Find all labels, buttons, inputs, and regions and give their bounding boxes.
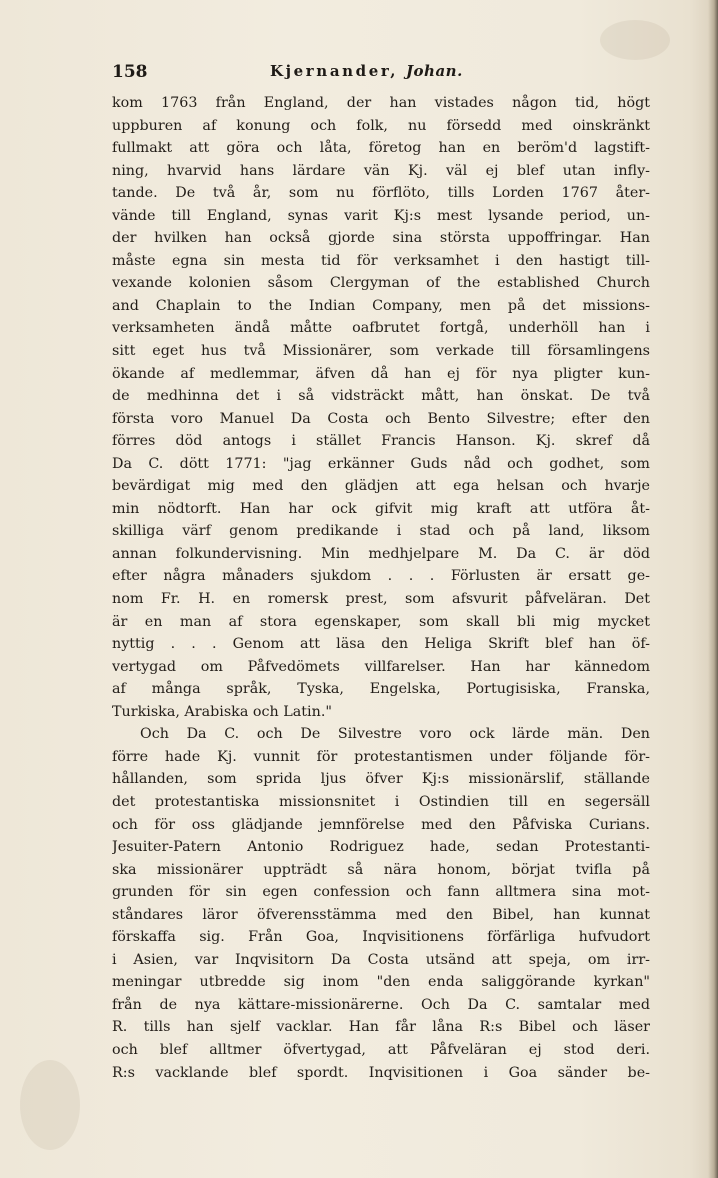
text-line: meningar utbredde sig inom "den enda saliggörande kyrkan" xyxy=(112,974,650,991)
text-line: vexande kolonien såsom Clergyman of the established Church xyxy=(112,275,650,292)
text-line: annan folkundervisning. Min medhjelpare M. Da C. är död xyxy=(112,545,650,562)
text-line: nyttig . . . Genom att läsa den Heliga Skrift blef han öf- xyxy=(112,636,650,653)
text-line: Och Da C. och De Silvestre voro ock lärde män. Den xyxy=(140,726,650,743)
page-number: 158 xyxy=(112,62,148,82)
text-line: och för oss glädjande jemnförelse med den Påfviska Curians. xyxy=(112,816,650,833)
text-line: hållanden, som sprida ljus öfver Kj:s missionärslif, ställande xyxy=(112,771,650,788)
text-line: R:s vacklande blef spordt. Inqvisitionen i Goa sänder be- xyxy=(112,1064,650,1081)
text-line: det protestantiska missionsnitet i Ostindien till en segersäll xyxy=(112,793,650,810)
body-text xyxy=(112,92,650,1084)
text-line: sitt eget hus två Missionärer, som verkade till församlingens xyxy=(112,343,650,360)
text-line: kom 1763 från England, der han vistades någon tid, högt xyxy=(112,95,650,111)
running-head xyxy=(270,62,463,80)
text-line: min nödtorft. Han har ock gifvit mig kraft att utföra åt- xyxy=(112,500,650,517)
text-line: R. tills han sjelf vacklar. Han får låna R:s Bibel och läser xyxy=(112,1019,650,1036)
text-line: ökande af medlemmar, äfven då han ej för nya pligter kun- xyxy=(112,365,650,382)
text-line: förres död antogs i stället Francis Hanson. Kj. skref då xyxy=(112,433,650,450)
text-line: and Chaplain to the Indian Company, men på det missions- xyxy=(112,297,650,314)
text-line: grunden för sin egen confession och fann alltmera sina mot- xyxy=(112,884,650,901)
text-line: och blef alltmer öfvertygad, att Påfveläran ej stod deri. xyxy=(112,1041,650,1058)
page-edge-shadow xyxy=(708,0,718,1178)
text-line: Jesuiter-Patern Antonio Rodriguez hade, sedan Protestanti- xyxy=(112,839,650,856)
text-line: ska missionärer uppträdt så nära honom, börjat tvifla på xyxy=(112,861,650,878)
running-head-surname: Kjernander, xyxy=(270,62,399,80)
text-line: Turkiska, Arabiska och Latin." xyxy=(112,703,332,720)
text-line: bevärdigat mig med den glädjen att ega helsan och hvarje xyxy=(112,478,650,495)
text-line: af många språk, Tyska, Engelska, Portugisiska, Franska, xyxy=(112,681,650,698)
text-line: ståndares läror öfverensstämma med den Bibel, han kunnat xyxy=(112,906,650,923)
text-line: måste egna sin mesta tid för verksamhet i den hastigt till- xyxy=(112,252,650,269)
paper-stain xyxy=(20,1060,80,1150)
text-line: Da C. dött 1771: "jag erkänner Guds nåd och godhet, som xyxy=(112,455,650,472)
text-line: uppburen af konung och folk, nu försedd med oinskränkt xyxy=(112,117,650,134)
text-line: vertygad om Påfvedömets villfarelser. Han har kännedom xyxy=(112,658,650,675)
text-line: ning, hvarvid hans lärdare vän Kj. väl ej blef utan infly- xyxy=(112,162,650,179)
text-line: der hvilken han också gjorde sina största uppoffringar. Han xyxy=(112,230,650,247)
text-line: verksamheten ändå måtte oafbrutet fortgå, underhöll han i xyxy=(112,320,650,337)
text-line: tande. De två år, som nu förflöto, tills Lorden 1767 åter- xyxy=(112,185,650,202)
text-line: är en man af stora egenskaper, som skall bli mig mycket xyxy=(112,613,650,630)
running-head-given-name: Johan. xyxy=(405,62,463,80)
text-line: efter några månaders sjukdom . . . Förlusten är ersatt ge- xyxy=(112,568,650,585)
text-line: första voro Manuel Da Costa och Bento Silvestre; efter den xyxy=(112,410,650,427)
text-line: de medhinna det i så vidsträckt mått, han önskat. De två xyxy=(112,388,650,405)
page-header xyxy=(112,62,650,88)
text-line: förskaffa sig. Från Goa, Inqvisitionens förfärliga hufvudort xyxy=(112,929,650,946)
text-line: skilliga värf genom predikande i stad och på land, liksom xyxy=(112,523,650,540)
text-line: förre hade Kj. vunnit för protestantismen under följande för- xyxy=(112,748,650,765)
text-line: fullmakt att göra och låta, företog han en beröm'd lagstift- xyxy=(112,140,650,157)
text-line: i Asien, var Inqvisitorn Da Costa utsänd att speja, om irr- xyxy=(112,951,650,968)
text-line: från de nya kättare-missionärerne. Och Da C. samtalar med xyxy=(112,996,650,1013)
text-line: nom Fr. H. en romersk prest, som afsvurit påfveläran. Det xyxy=(112,591,650,608)
text-line: vände till England, synas varit Kj:s mest lysande period, un- xyxy=(112,207,650,224)
paper-stain xyxy=(600,20,670,60)
